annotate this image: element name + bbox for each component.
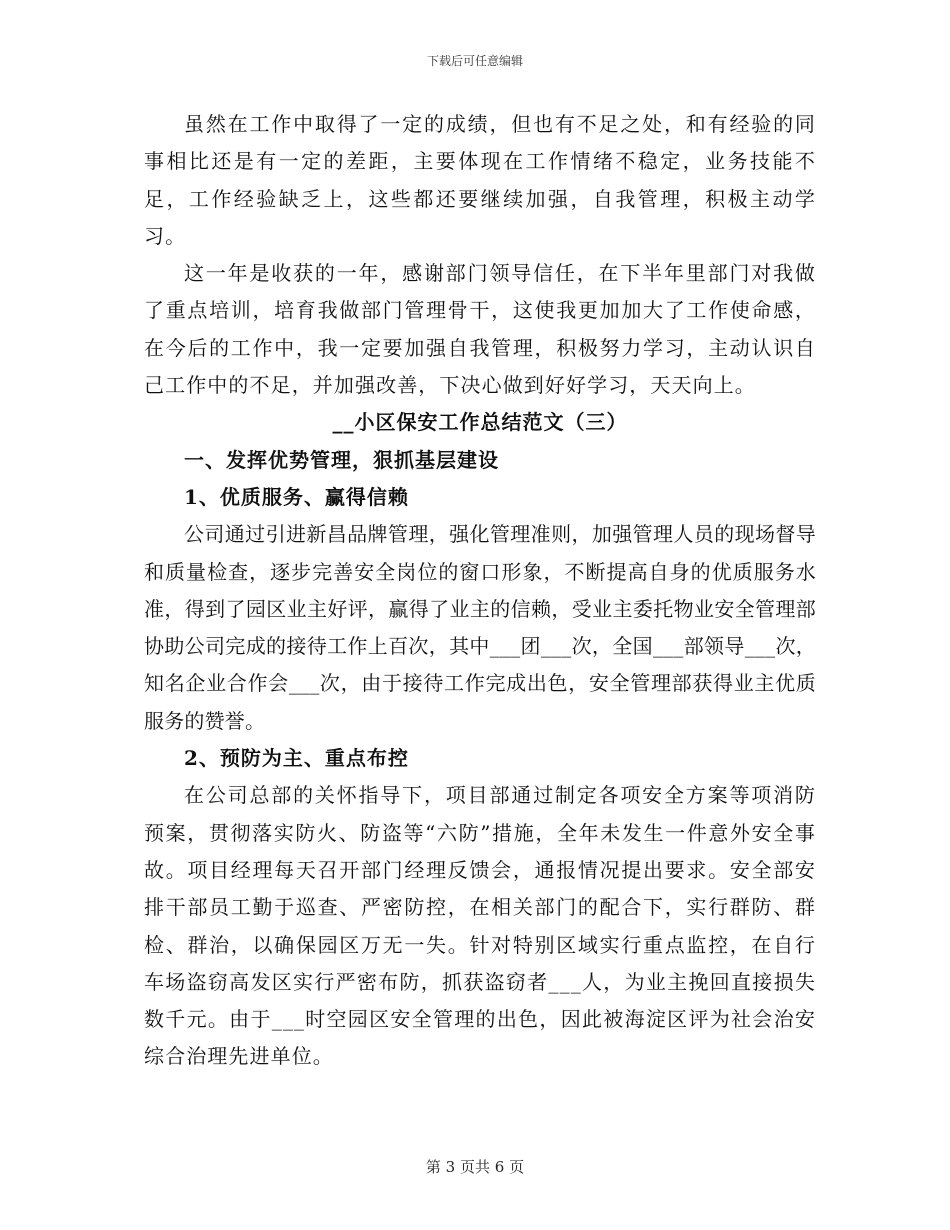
heading-advantage-management: 一、发挥优势管理，狠抓基层建设 — [184, 447, 499, 472]
paragraph-quality-service: 公司通过引进新昌品牌管理，强化管理准则，加强管理人员的现场督导和质量检查，逐步完善安全岗位的窗口形象，不断提高自身的优质服务水准，得到了园区业主好评，赢得了业主的信赖，受业主委托物业安全管理部协助公司完成的接待工作上百次，其中___团___次，全国___部领导___次，知名企业合作会___次，由于接待工作完成出色，安全管理部获得业主优质服务的赞誉。 — [144, 522, 816, 733]
paragraph-shortcomings: 虽然在工作中取得了一定的成绩，但也有不足之处，和有经验的同事相比还是有一定的差距，主要体现在工作情绪不稳定，业务技能不足，工作经验缺乏上，这些都还要继续加强，自我管理，积极主动学习。 — [144, 112, 816, 248]
document-body — [144, 106, 816, 1076]
heading-quality-service: 1、优质服务、赢得信赖 — [184, 484, 409, 509]
page-header: 下载后可任意编辑 — [426, 54, 523, 68]
page-footer: 第 3 页共 6 页 — [425, 1158, 525, 1176]
heading-prevention: 2、预防为主、重点布控 — [184, 746, 409, 771]
paragraph-prevention: 在公司总部的关怀指导下，项目部通过制定各项安全方案等项消防预案，贯彻落实防火、防盗等“六防”措施，全年未发生一件意外安全事故。项目经理每天召开部门经理反馈会，通报情况提出要求。安全部安排干部员工勤于巡查、严密防控，在相关部门的配合下，实行群防、群检、群治，以确保园区万无一失。针对特别区域实行重点监控，在自行车场盗窃高发区实行严密布防，抓获盗窃者___人，为业主挽回直接损失数千元。由于___时空园区安全管理的出色，因此被海淀区评为社会治安综合治理先进单位。 — [144, 783, 816, 1069]
section-title: __小区保安工作总结范文（三） — [332, 410, 628, 435]
paragraph-gratitude: 这一年是收获的一年，感谢部门领导信任，在下半年里部门对我做了重点培训，培育我做部门管理骨干，这使我更加加大了工作使命感，在今后的工作中，我一定要加强自我管理，积极努力学习，主动认识自己工作中的不足，并加强改善，下决心做到好好学习，天天向上。 — [144, 261, 816, 398]
